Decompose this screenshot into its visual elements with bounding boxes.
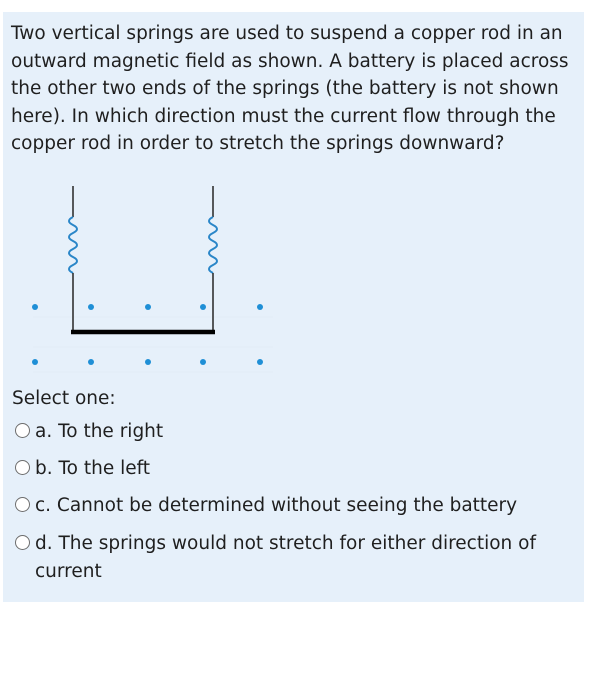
question-panel xyxy=(3,12,584,602)
radio-button-icon[interactable] xyxy=(15,460,30,475)
option-a-label: a. To the right xyxy=(35,421,164,442)
field-dot xyxy=(88,359,94,365)
field-dot xyxy=(200,359,206,365)
option-b-label: b. To the left xyxy=(35,458,151,479)
field-dot xyxy=(257,359,263,365)
field-dot xyxy=(88,304,94,310)
figure-grid xyxy=(33,317,273,372)
radio-button-icon[interactable] xyxy=(15,535,30,550)
field-dot xyxy=(32,359,38,365)
magnetic-field-dots xyxy=(32,304,263,365)
field-dot xyxy=(32,304,38,310)
field-dot xyxy=(145,359,151,365)
field-dot xyxy=(257,304,263,310)
option-b[interactable] xyxy=(15,455,575,483)
option-c[interactable] xyxy=(15,492,575,520)
physics-figure xyxy=(3,172,303,392)
radio-button-icon[interactable] xyxy=(15,423,30,438)
right-spring xyxy=(209,186,217,332)
field-dot xyxy=(200,304,206,310)
select-one-label: Select one: xyxy=(12,388,116,409)
question-text: Two vertical springs are used to suspend a copper rod in an outward magnetic field as shown. A battery is placed across the other two ends of the springs (the battery is not shown here). In which direction must the current flow through the copper rod in order to stretch the springs downward? xyxy=(11,23,569,154)
option-d-label: d. The springs would not stretch for either direction of current xyxy=(35,533,536,582)
option-d[interactable] xyxy=(15,530,575,585)
option-a[interactable] xyxy=(15,418,575,446)
radio-button-icon[interactable] xyxy=(15,497,30,512)
option-c-label: c. Cannot be determined without seeing the battery xyxy=(35,495,518,516)
left-spring xyxy=(69,186,77,332)
field-dot xyxy=(145,304,151,310)
